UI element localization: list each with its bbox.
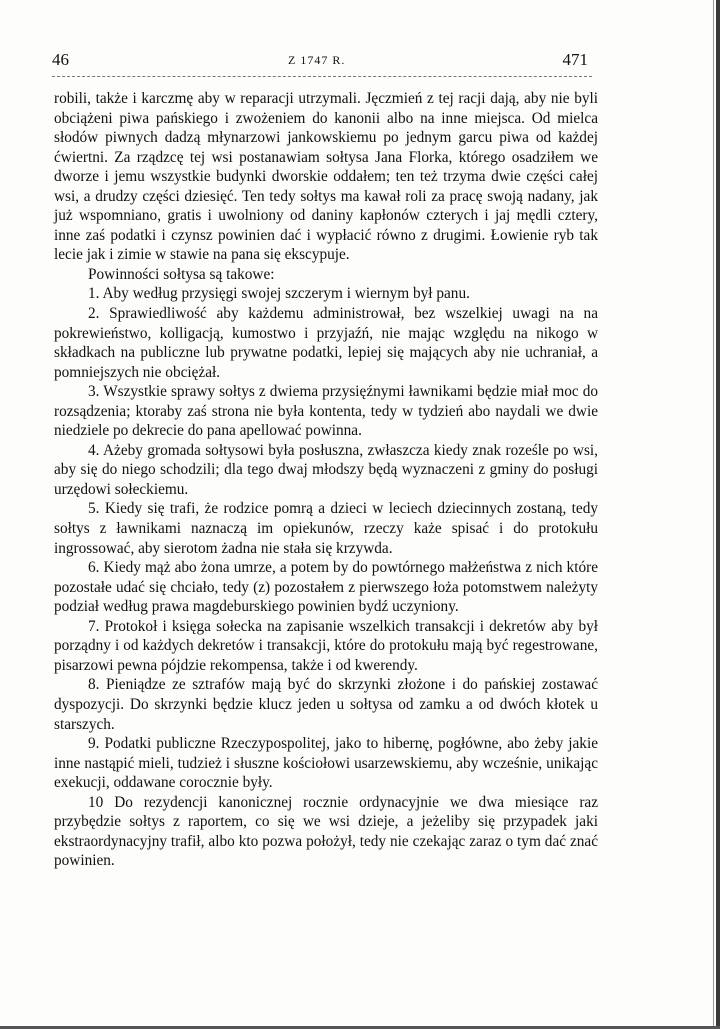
paragraph-duty-3: 3. Wszystkie sprawy sołtys z dwiema przysięźnymi ławnikami będzie miał moc do rozsądzenia; ktoraby zaś strona nie była kontenta, tedy w tydzień abo naydali we dwie niedziele po dekrecie do pana apellować powinna. [54,383,598,440]
left-page-number: 46 [52,50,69,69]
paragraph-duty-7: 7. Protokoł i księga sołecka na zapisanie wszelkich transakcji i dekretów aby był porządny i od każdych dekretów i transakcji, które do protokułu mają być regestrowane, pisarzowi pewna pójdzie rekompensa, także i od kwerendy. [54,617,598,674]
page-edge-line [713,0,714,1029]
paragraph-duty-5: 5. Kiedy się trafi, że rodzice pomrą a dzieci w leciech dziecinnych zostaną, tedy sołtys z ławnikami naznaczą im opiekunów, rzeczy każe spisać i do protokułu ingrossować, aby sierotom żadna nie stała się krzywda. [54,500,598,557]
right-page-number: 471 [562,50,588,69]
paragraph-duty-10: 10 Do rezydencji kanonicznej rocznie ordynacyjnie we dwa miesiące raz przybędzie sołtys z raportem, co się we wsi dzieje, a jeżeliby się przypadek jaki ekstraordynacyjny trafił, albo kto pozwa położył, tedy nie czekając zaraz o tym dać znać powinien. [54,793,598,870]
paragraph-continuation: robili, także i karczmę aby w reparacji utrzymali. Jęczmień z tej racji dają, aby nie byli obciążeni piwa pańskiego i zwożeniem do kanonii albo na inne miejsca. Od mielca słodów piwnych dadzą młynarzowi jankowskiemu po jednym garcu piwa od każdej ćwiertni. Za rządzcę tej wsi postanawiam sołtysa Jana Florka, którego osadziłem we dworze i jemu wszystkie budynki dworskie oddałem; ten też trzyma dwie części całej wsi, a drudzy części dziesięć. Ten tedy sołtys ma kawał roli za pracę swoją nadany, jak już wspomniano, gratis i uwolniony od daniny kapłonów czterych i jaj mędli cztery, inne zaś podatki i czynsz powinien dać i wypłacić równo z drugimi. Łowienie ryb tak lecie jak i zimie w stawie na pana się ekscypuje. [54,90,598,264]
paragraph-duty-8: 8. Pieniądze ze sztrafów mają być do skrzynki złożone i do pańskiej zostawać dyspozycji. Do skrzynki będzie klucz jeden u sołtysa od zamku a od dwóch kłotek u starszych. [54,676,598,733]
paragraph-duty-6: 6. Kiedy mąż abo żona umrze, a potem by do powtórnego małżeństwa z nich które pozostałe udać się chciało, tedy (z) pozostałem z pierwszego łoża potomstwem należyty podział według prawa magdeburskiego powinien bydź uczyniony. [54,559,598,616]
paragraph-duty-2: 2. Sprawiedliwość aby każdemu administrował, bez wszelkiej uwagi na na pokrewieństwo, kolligacją, kumostwo i przyjaźń, nie mając względu na nikogo w składkach na publiczne lub prywatne podatki, lepiej się mających aby nie uchraniał, a pomniejszych nie obciężał. [54,305,598,381]
paragraph-duty-9: 9. Podatki publiczne Rzeczypospolitej, jako to hibernę, pogłówne, abo żeby jakie inne nastąpić mieli, tudzież i słuszne kościołowi usarzewskiemu, aby wcześnie, unikając exekucji, oddawane corocznie były. [54,735,598,792]
paragraph-duty-4: 4. Ażeby gromada sołtysowi była posłuszna, zwłaszcza kiedy znak roześle po wsi, aby się do niego schodzili; dla tego dwaj młodszy będą wyznaczeni z gminy do posługi urzędowi sołeckiemu. [54,441,598,498]
page-body [54,89,598,871]
running-header [52,50,592,77]
page-edge-shadow [716,0,720,1029]
paragraph-duty-1: 1. Aby według przysięgi swojej szczerym i wiernym był panu. [88,285,470,303]
running-title: Z 1747 R. [288,53,346,67]
paragraph-duties-heading: Powinności sołtysa są takowe: [88,265,275,283]
